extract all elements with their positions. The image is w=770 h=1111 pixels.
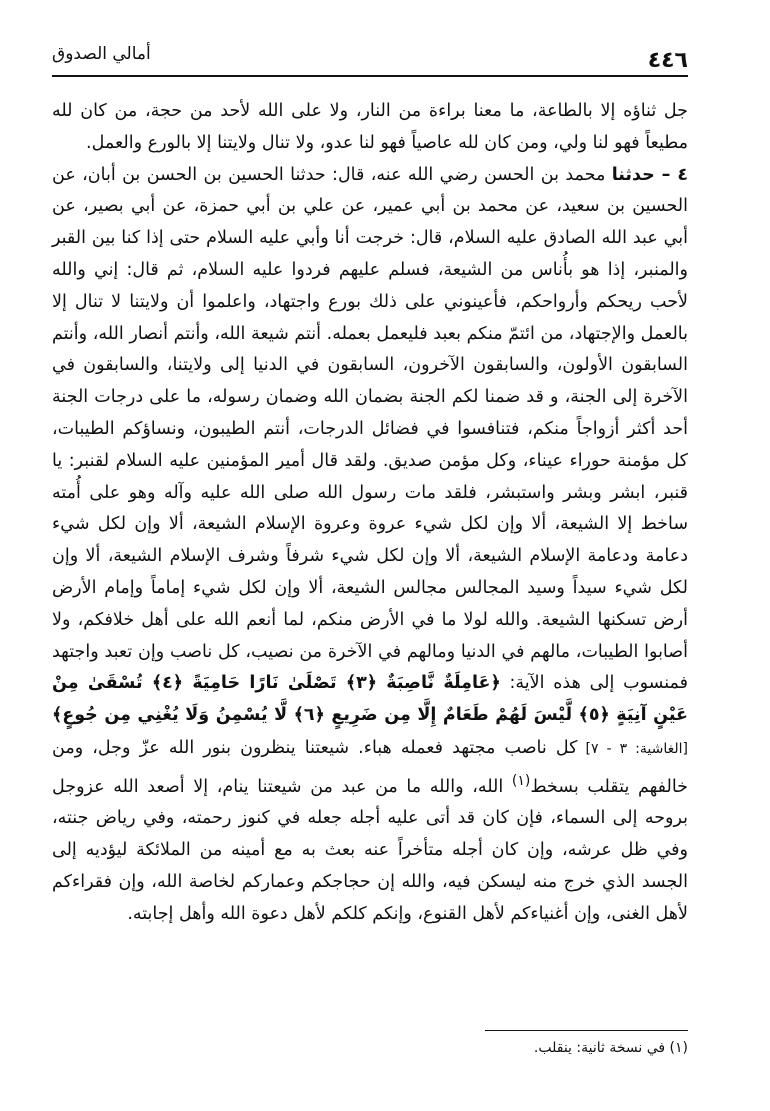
hadith-number-lead: ٤ – حدثنا	[611, 164, 688, 185]
footnote-marker: (١)	[511, 772, 531, 789]
page-number: ٤٤٦	[647, 48, 688, 73]
verse-reference: [الغاشية: ٣ - ٧]	[577, 740, 688, 757]
main-text	[52, 96, 688, 931]
footnote: (١) في نسخة ثانية: ينقلب.	[533, 1040, 688, 1056]
running-header-title: أمالي الصدوق	[52, 44, 151, 64]
hadith-text-b: كل ناصب مجتهد فعمله هباء. شيعتنا ينظرون بنور الله عزّ وجل، ومن خالفهم يتقلب بسخط	[52, 737, 688, 797]
header-rule	[52, 75, 688, 77]
hadith-text-c: الله، والله ما من عبد من شيعتنا ينام، إلا أصعد الله عزوجل بروحه إلى السماء، فإن كان قد أتى عليه أجله جعله في كنوز رحمته، وفي رياض جنته، وفي ظل عرشه، وإن كان أجله متأخراً عنه بعث به مع أمينه من الملائكة ليؤديه إلى الجسد الذي خرج منه ليسكن فيه، والله إن حجاجكم وعماركم لخاصة الله، وإن فقراءكم لأهل الغنى، وإن أغنياءكم لأهل القنوع، وإنكم كلكم لأهل دعوة الله وأهل إجابته.	[52, 776, 688, 924]
footnote-rule	[485, 1030, 688, 1031]
paragraph-2	[52, 160, 688, 931]
quran-verse: ﴿عَامِلَةٌ نَّاصِبَةٌ ﴿٣﴾ تَصْلَىٰ نَارًا حَامِيَةً ﴿٤﴾ تُسْقَىٰ مِنْ عَيْنٍ آنِيَةٍ ﴿٥﴾ لَّيْسَ لَهُمْ طَعَامٌ إِلَّا مِن ضَرِيعٍ ﴿٦﴾ لَّا يُسْمِنُ وَلَا يُغْنِي مِن جُوعٍ﴾	[52, 673, 688, 726]
hadith-text-a: محمد بن الحسن رضي الله عنه، قال: حدثنا الحسين بن الحسن بن أبان، عن الحسين بن سعيد، عن محمد بن أبي عمير، عن علي بن أبي حمزة، عن أبي بصير، عن أبي عبد الله الصادق عليه السلام، قال: خرجت أنا وأبي عليه السلام حتى إذا كنا بين القبر والمنبر، إذا هو بأُناس من الشيعة، فسلم عليهم فردوا عليه السلام، ثم قال: إني والله لأحب ريحكم وأرواحكم، فأعينوني على ذلك بورع واجتهاد، واعلموا أن ولايتنا لا تنال إلا بالعمل والإجتهاد، من ائتمّ منكم بعبد فليعمل بعمله. أنتم شيعة الله، وأنتم أنصار الله، وأنتم السابقون الأولون، والسابقون الآخرون، السابقون في الدنيا إلى ولايتنا، والسابقون في الآخرة إلى الجنة، و قد ضمنا لكم الجنة بضمان الله وضمان رسوله، ما على درجات الجنة أحد أكثر أزواجاً منكم، فتنافسوا في فضائل الدرجات، أنتم الطيبون، ونساؤكم الطيبات، كل مؤمنة حوراء عيناء، وكل مؤمن صديق. ولقد قال أمير المؤمنين عليه السلام لقنبر: يا قنبر، ابشر وبشر واستبشر، فلقد مات رسول الله صلى الله عليه وآله وهو على أُمته ساخط إلا الشيعة، ألا وإن لكل شيء عروة وعروة الإسلام الشيعة، ألا وإن لكل شيء دعامة ودعامة الإسلام الشيعة، ألا وإن لكل شيء شرفاً وشرف الإسلام الشيعة، ألا وإن لكل شيء سيداً وسيد المجالس مجالس الشيعة، ألا وإن لكل شيء إماماً وإمام الأرض أرض تسكنها الشيعة. والله لولا ما في الأرض منكم، لما أنعم الله على أهل خلافكم، ولا أصابوا الطيبات، مالهم في الدنيا ومالهم في الآخرة من نصيب، كل ناصب وإن تعبد واجتهد فمنسوب إلى هذه الآية:	[52, 164, 689, 694]
paragraph-1: جل ثناؤه إلا بالطاعة، ما معنا براءة من النار، ولا على الله لأحد من حجة، من كان لله مطيعاً فهو لنا ولي، ومن كان لله عاصياً فهو لنا عدو، ولا تنال ولايتنا إلا بالورع والعمل.	[52, 101, 688, 153]
